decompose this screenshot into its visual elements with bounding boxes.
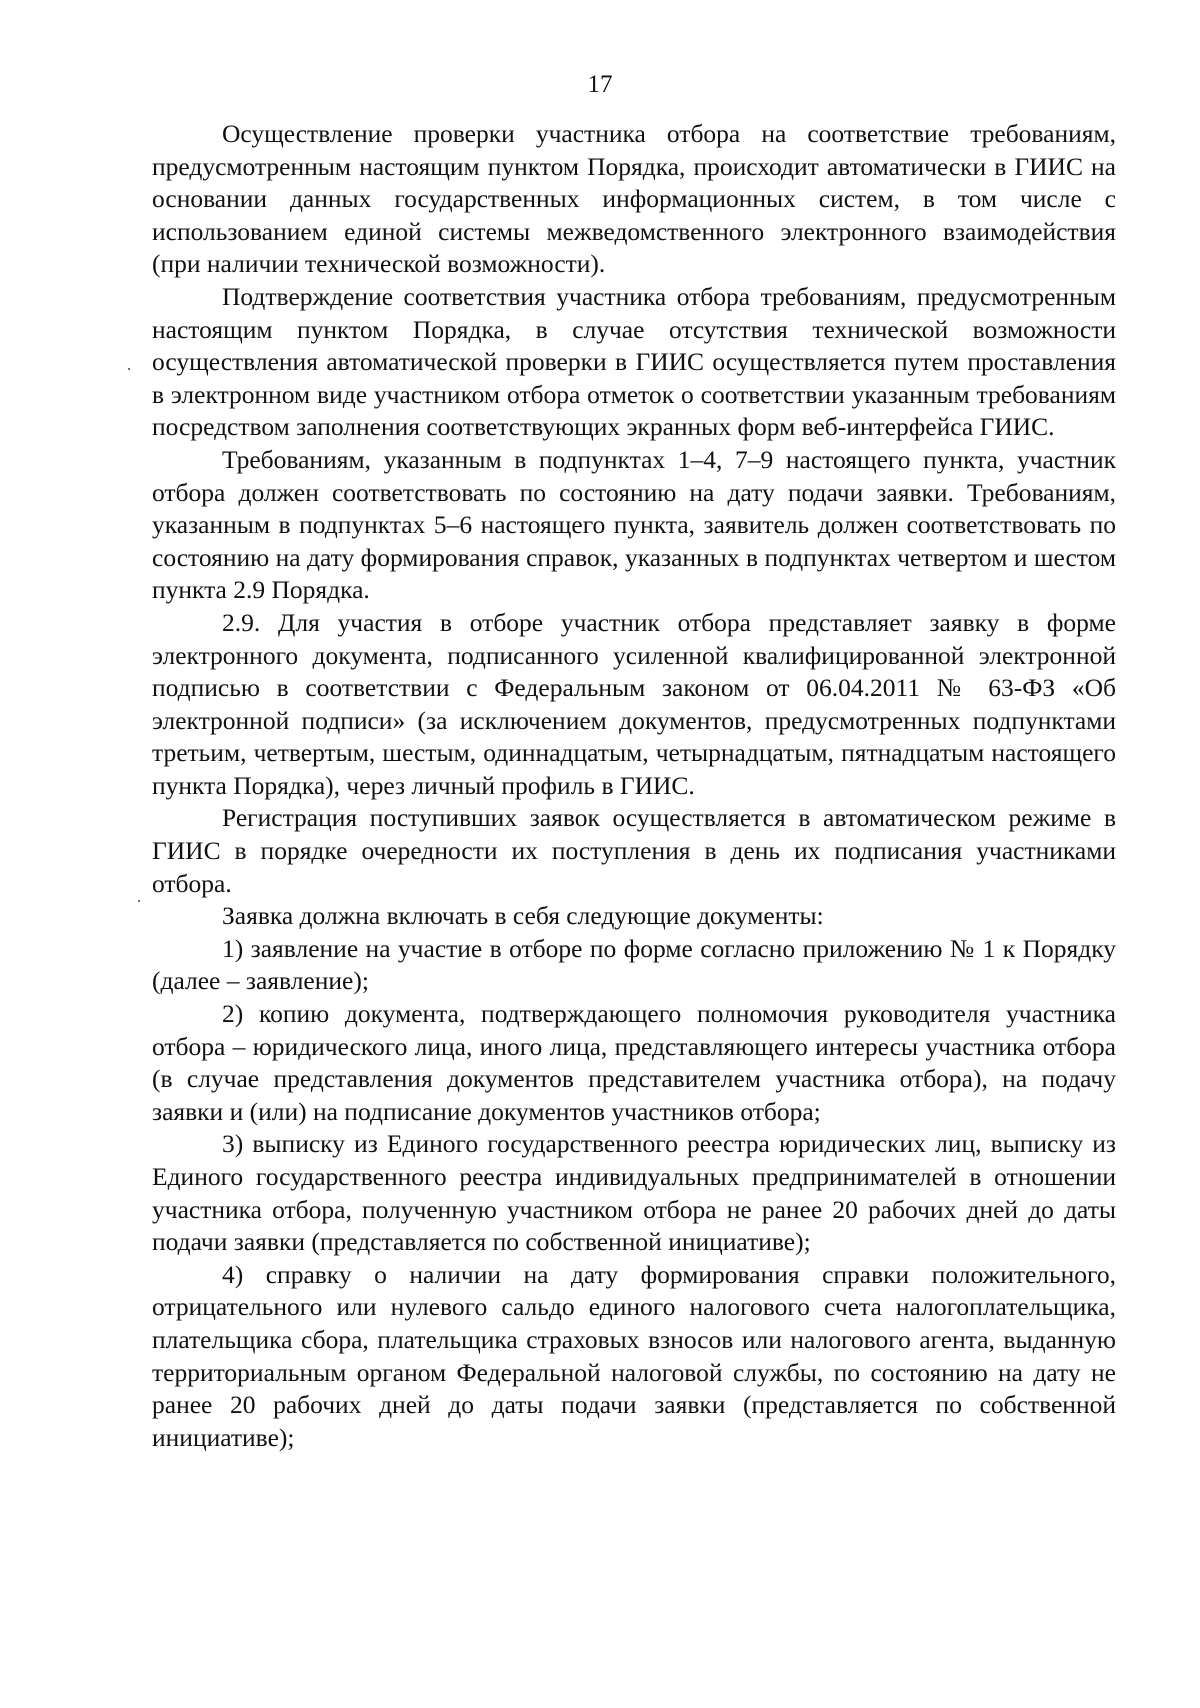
page-number: 17 [587,71,613,98]
scan-speck [138,900,140,902]
paragraph-section-2-9: 2.9. Для участия в отборе участник отбора представляет заявку в форме электронного документа, подписанного усиленной квалифицированной электронной подписью в соответствии с Федеральным законом от 06.04.2011 № 63-ФЗ «Об электронной подписи» (за исключением документов, предусмотренных подпунктами третьим, четвертым, шестым, одиннадцатым, четырнадцатым, пятнадцатым настоящего пункта Порядка), через личный профиль в ГИИС. [152,607,1116,800]
list-item-4: 4) справку о наличии на дату формирования справки положительного, отрицательного или нулевого сальдо единого налогового счета налогоплательщика, плательщика сбора, плательщика страховых взносов или налогового агента, выданную территориальным органом Федеральной налоговой службы, по состоянию на дату не ранее 20 рабочих дней до даты подачи заявки (представляется по собственной инициативе); [152,1259,1116,1452]
paragraph-verification-auto: Осуществление проверки участника отбора на соответствие требованиям, предусмотренным настоящим пунктом Порядка, происходит автоматически в ГИИС на основании данных государственных информационных систем, в том числе с использованием единой системы межведомственного электронного взаимодействия (при наличии технической возможности). [152,119,1116,279]
list-item-2: 2) копию документа, подтверждающего полномочия руководителя участника отбора – юридического лица, иного лица, представляющего интересы участника отбора (в случае представления документов представителем участника отбора), на подачу заявки и (или) на подписание документов участников отбора; [152,999,1116,1126]
paragraph-verification-manual: Подтверждение соответствия участника отбора требованиям, предусмотренным настоящим пунктом Порядка, в случае отсутствия технической возможности осуществления автоматической проверки в ГИИС осуществляется путем проставления в электронном виде участником отбора отметок о соответствии указанным требованиям посредством заполнения соответствующих экранных форм веб-интерфейса ГИИС. [152,281,1116,442]
paragraph-registration: Регистрация поступивших заявок осуществляется в автоматическом режиме в ГИИС в порядке очередности их поступления в день их подписания участниками отбора. [152,803,1116,898]
scan-speck [128,368,130,370]
list-item-1: 1) заявление на участие в отборе по форме согласно приложению № 1 к Порядку (далее – заявление); [152,933,1116,996]
paragraph-requirements-dates: Требованиям, указанным в подпунктах 1–4, 7–9 настоящего пункта, участник отбора должен соответствовать по состоянию на дату подачи заявки. Требованиям, указанным в подпунктах 5–6 настоящего пункта, заявитель должен соответствовать по состоянию на дату формирования справок, указанных в подпунктах четвертом и шестом пункта 2.9 Порядка. [152,444,1116,605]
document-body [152,118,1116,1454]
paragraph-documents-intro: Заявка должна включать в себя следующие документы: [222,901,824,931]
list-item-3: 3) выписку из Единого государственного реестра юридических лиц, выписку из Единого государственного реестра индивидуальных предпринимателей в отношении участника отбора, полученную участником отбора не ранее 20 рабочих дней до даты подачи заявки (представляется по собственной инициативе); [152,1129,1116,1257]
